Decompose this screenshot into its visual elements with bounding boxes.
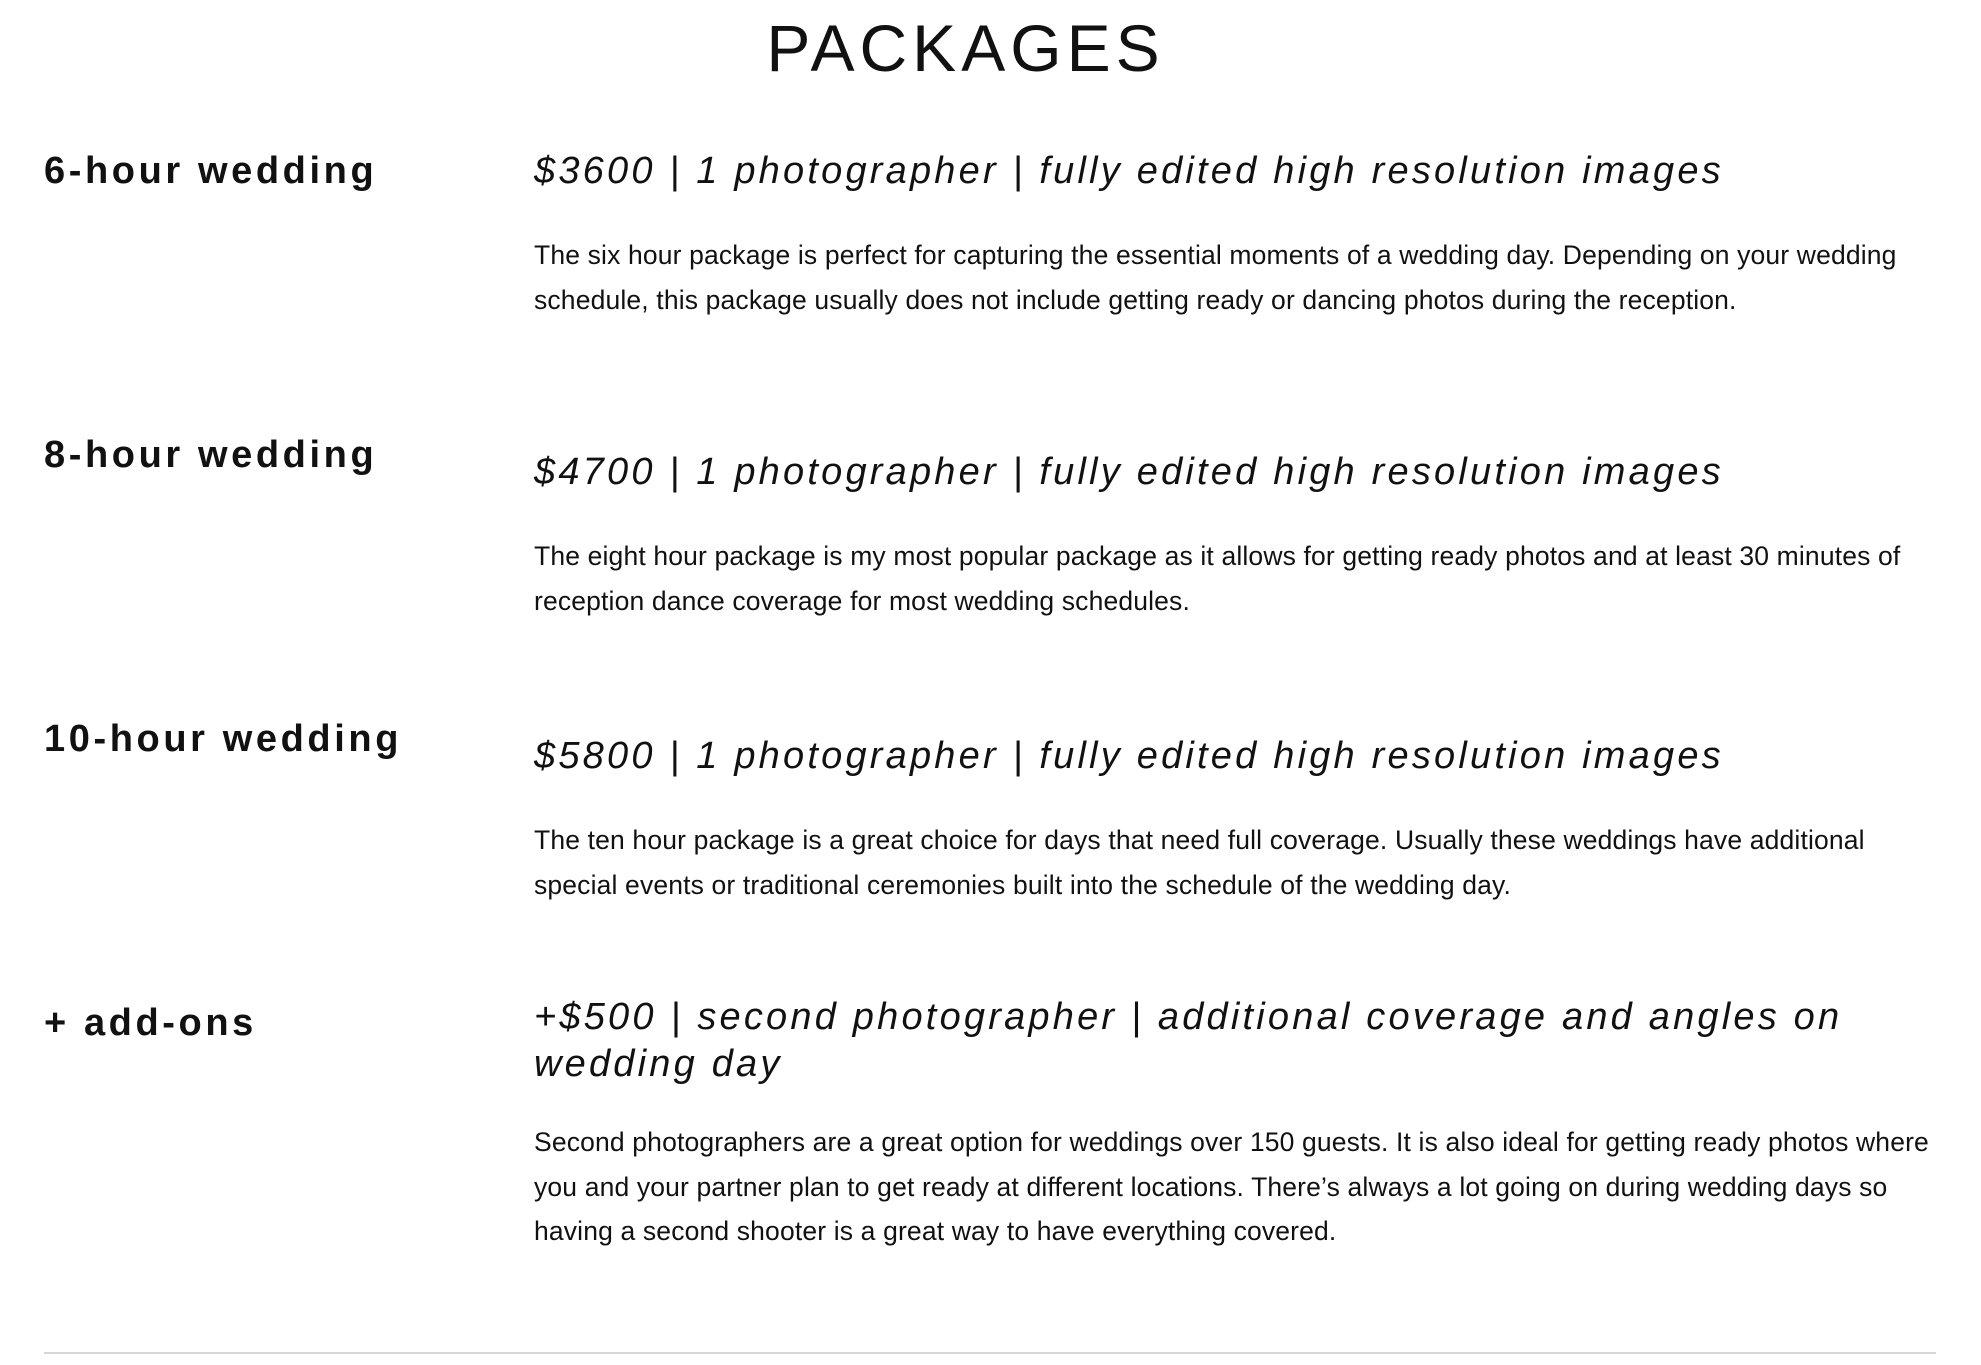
package-headline: +$500 | second photographer | additional coverage and angles on wedding day	[534, 996, 1843, 1085]
package-headline: $3600 | 1 photographer | fully edited high resolution images	[534, 150, 1724, 192]
section-divider	[44, 1352, 1936, 1354]
package-headline: $5800 | 1 photographer | fully edited high resolution images	[534, 735, 1724, 777]
package-name: 10-hour wedding	[44, 718, 402, 760]
package-name: 8-hour wedding	[44, 434, 378, 476]
package-name: + add-ons	[44, 1002, 257, 1044]
package-headline: $4700 | 1 photographer | fully edited high resolution images	[534, 451, 1724, 493]
package-name: 6-hour wedding	[44, 150, 378, 192]
package-description: The eight hour package is my most popular package as it allows for getting ready photos and at least 30 minutes of reception dance coverage for most wedding schedules.	[534, 541, 1901, 616]
page-title: PACKAGES	[766, 11, 1165, 85]
package-description: The ten hour package is a great choice for days that need full coverage. Usually these weddings have additional special events or traditional ceremonies built into the schedule of the wedding day.	[534, 825, 1865, 900]
package-description: Second photographers are a great option for weddings over 150 guests. It is also ideal for getting ready photos where you and your partner plan to get ready at different locations. There’s always a lot going on during wedding days so having a second shooter is a great way to have everything covered.	[534, 1127, 1929, 1246]
package-description: The six hour package is perfect for capturing the essential moments of a wedding day. Depending on your wedding schedule, this package usually does not include getting ready or dancing photos during the reception.	[534, 240, 1897, 315]
